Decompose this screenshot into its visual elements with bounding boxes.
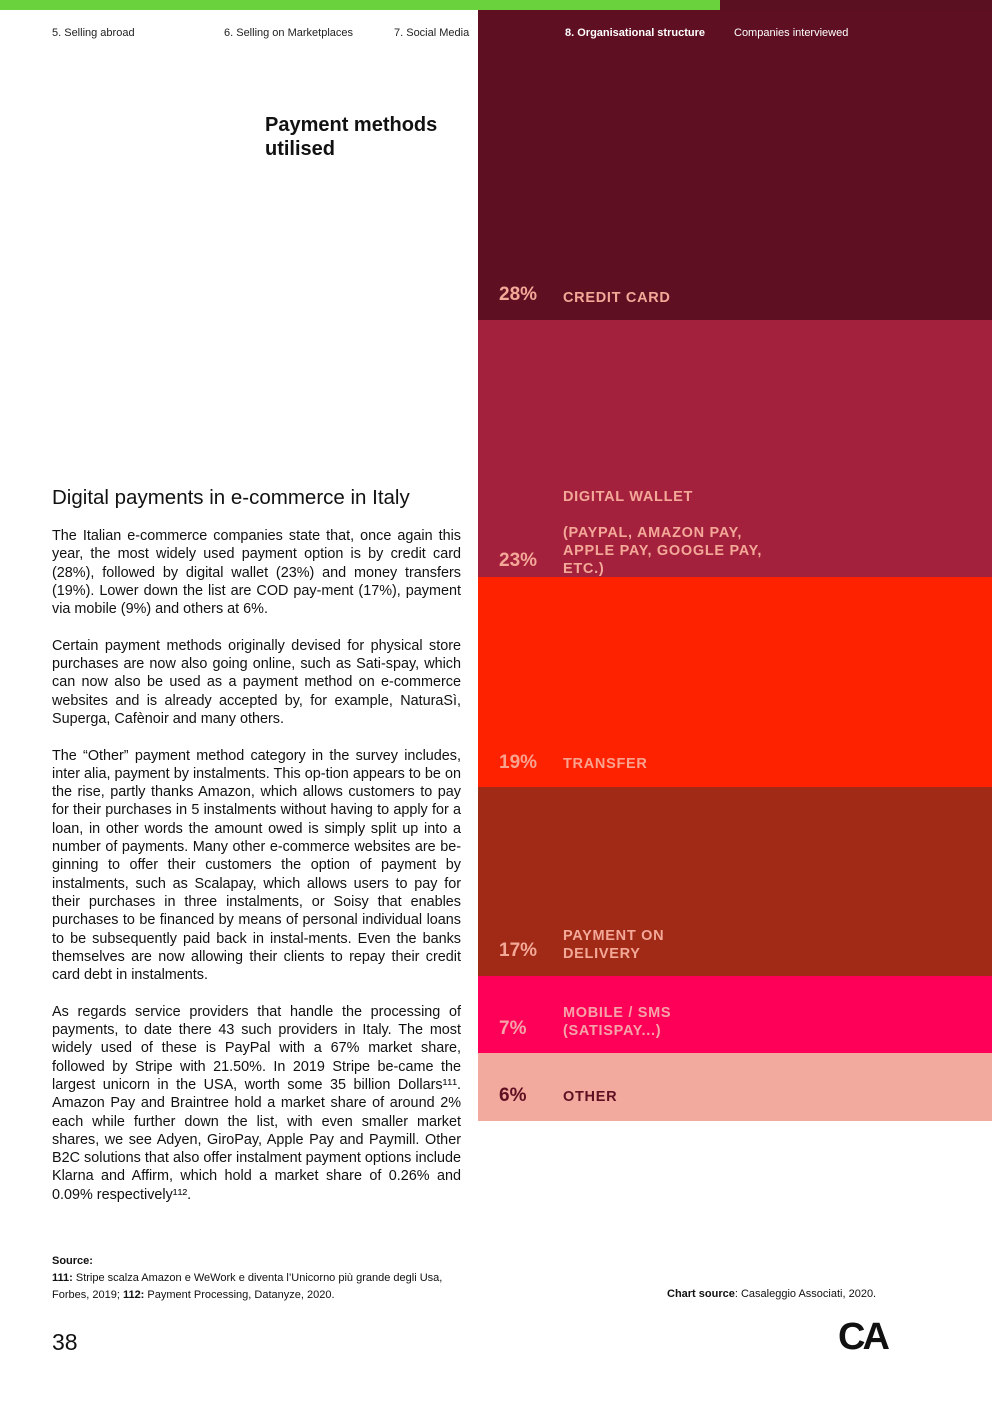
bar-label: TRANSFER [563, 756, 648, 772]
section-progress-fill [0, 0, 720, 10]
source-ref-text: Stripe scalza Amazon e WeWork e diventa l’Unicorno più grande degli Usa, Forbes, 2019; [52, 1272, 443, 1301]
bar-other [478, 1053, 992, 1121]
source-ref-label: 111: [52, 1272, 73, 1284]
paragraph: The Italian e-commerce companies state that, once again this year, the most widely used payment option is by credit card (28%), followed by digital wallet (23%) and money transfers (19%). Lower down the list are COD pay-ment (17%), payment via mobile (9%) and others at 6%. [52, 528, 461, 618]
bar-value: 17% [499, 940, 538, 961]
bar-label: CREDIT CARD [563, 290, 671, 306]
chart-source-text: : Casaleggio Associati, 2020. [734, 1288, 877, 1300]
nav-item-organisational-structure[interactable]: 8. Organisational structure [565, 27, 705, 39]
bar-digital-wallet [478, 320, 992, 577]
bar-value: 23% [499, 550, 538, 571]
paragraph: Certain payment methods originally devised for physical store purchases are now also going online, such as Sati-spay, which can now also be used as a payment method on e-commerce websites and is already accepted by, for example, NaturaSì, Superga, Cafènoir and many others. [52, 637, 461, 727]
nav-item-companies-interviewed[interactable]: Companies interviewed [734, 27, 849, 39]
nav-item-social-media[interactable]: 7. Social Media [394, 27, 470, 39]
bar-value: 7% [499, 1018, 527, 1039]
bar-value: 28% [499, 284, 538, 305]
source-ref-text: Payment Processing, Datanyze, 2020. [144, 1289, 335, 1301]
source-ref-label: 112: [122, 1289, 145, 1301]
page-number: 38 [52, 1329, 78, 1355]
bar-label: DIGITAL WALLET (PAYPAL, AMAZON PAY, APPLE PAY, GOOGLE PAY, ETC.) [563, 489, 763, 577]
bar-label: MOBILE / SMS (SATISPAY...) [563, 1005, 672, 1039]
bar-value: 6% [499, 1085, 527, 1106]
section-progress-bar [0, 0, 992, 10]
nav-item-selling-abroad[interactable]: 5. Selling abroad [52, 27, 135, 39]
bar-value: 19% [499, 752, 538, 773]
nav-item-selling-on-marketplaces[interactable]: 6. Selling on Marketplaces [224, 27, 354, 39]
bar-label: PAYMENT ON DELIVERY [563, 928, 665, 962]
bar-mobile-sms [478, 976, 992, 1053]
chart-source-label: Chart source [667, 1288, 735, 1300]
bar-payment-on-delivery [478, 787, 992, 976]
paragraph: As regards service providers that handle the processing of payments, to date there 43 such providers in Italy. The most widely used of these is PayPal with a 67% market share, followed by Stripe with 21.50%. In 2019 Stripe be-came the largest unicorn in the USA, worth some 35 billion Dollars¹¹¹. Amazon Pay and Braintree hold a market share of around 2% each while further down the list, with even smaller market shares, we see Adyen, GiroPay, Apple Pay and Paymill. Other B2C solutions that also offer instalment payment options include Klarna and Affirm, which hold a market share of 0.26% and 0.09% respectively¹¹². [52, 1003, 461, 1203]
ca-logo: CA [838, 1316, 887, 1358]
chart-title: Payment methods utilised [265, 114, 438, 160]
section-heading: Digital payments in e-commerce in Italy [52, 486, 410, 509]
article-body [52, 527, 461, 1222]
paragraph: The “Other” payment method category in the survey includes, inter alia, payment by instalments. This op-tion appears to be on the rise, partly thanks Amazon, which allows customers to pay for their purchases in 5 instalments without having to apply for a loan, in other words the amount owed is simply split up into a number of payments. Many other e-commerce websites are be-ginning to offer their customers the option of payment by instalments, such as Scalapay, which allows users to pay for their purchases in three instalments, or Soisy that enables purchases to be financed by means of personal individual loans to be subsequently paid back in instal-ments. Even the banks themselves are now allowing their clients to repay their credit card debt in instalments. [52, 747, 461, 984]
chart-source [667, 1288, 876, 1300]
bar-credit-card [478, 10, 992, 320]
footnote-sources [52, 1253, 472, 1304]
source-title: Source: [52, 1255, 93, 1267]
bar-transfer [478, 577, 992, 787]
bar-label: OTHER [563, 1089, 618, 1105]
payment-methods-chart [478, 10, 992, 1121]
